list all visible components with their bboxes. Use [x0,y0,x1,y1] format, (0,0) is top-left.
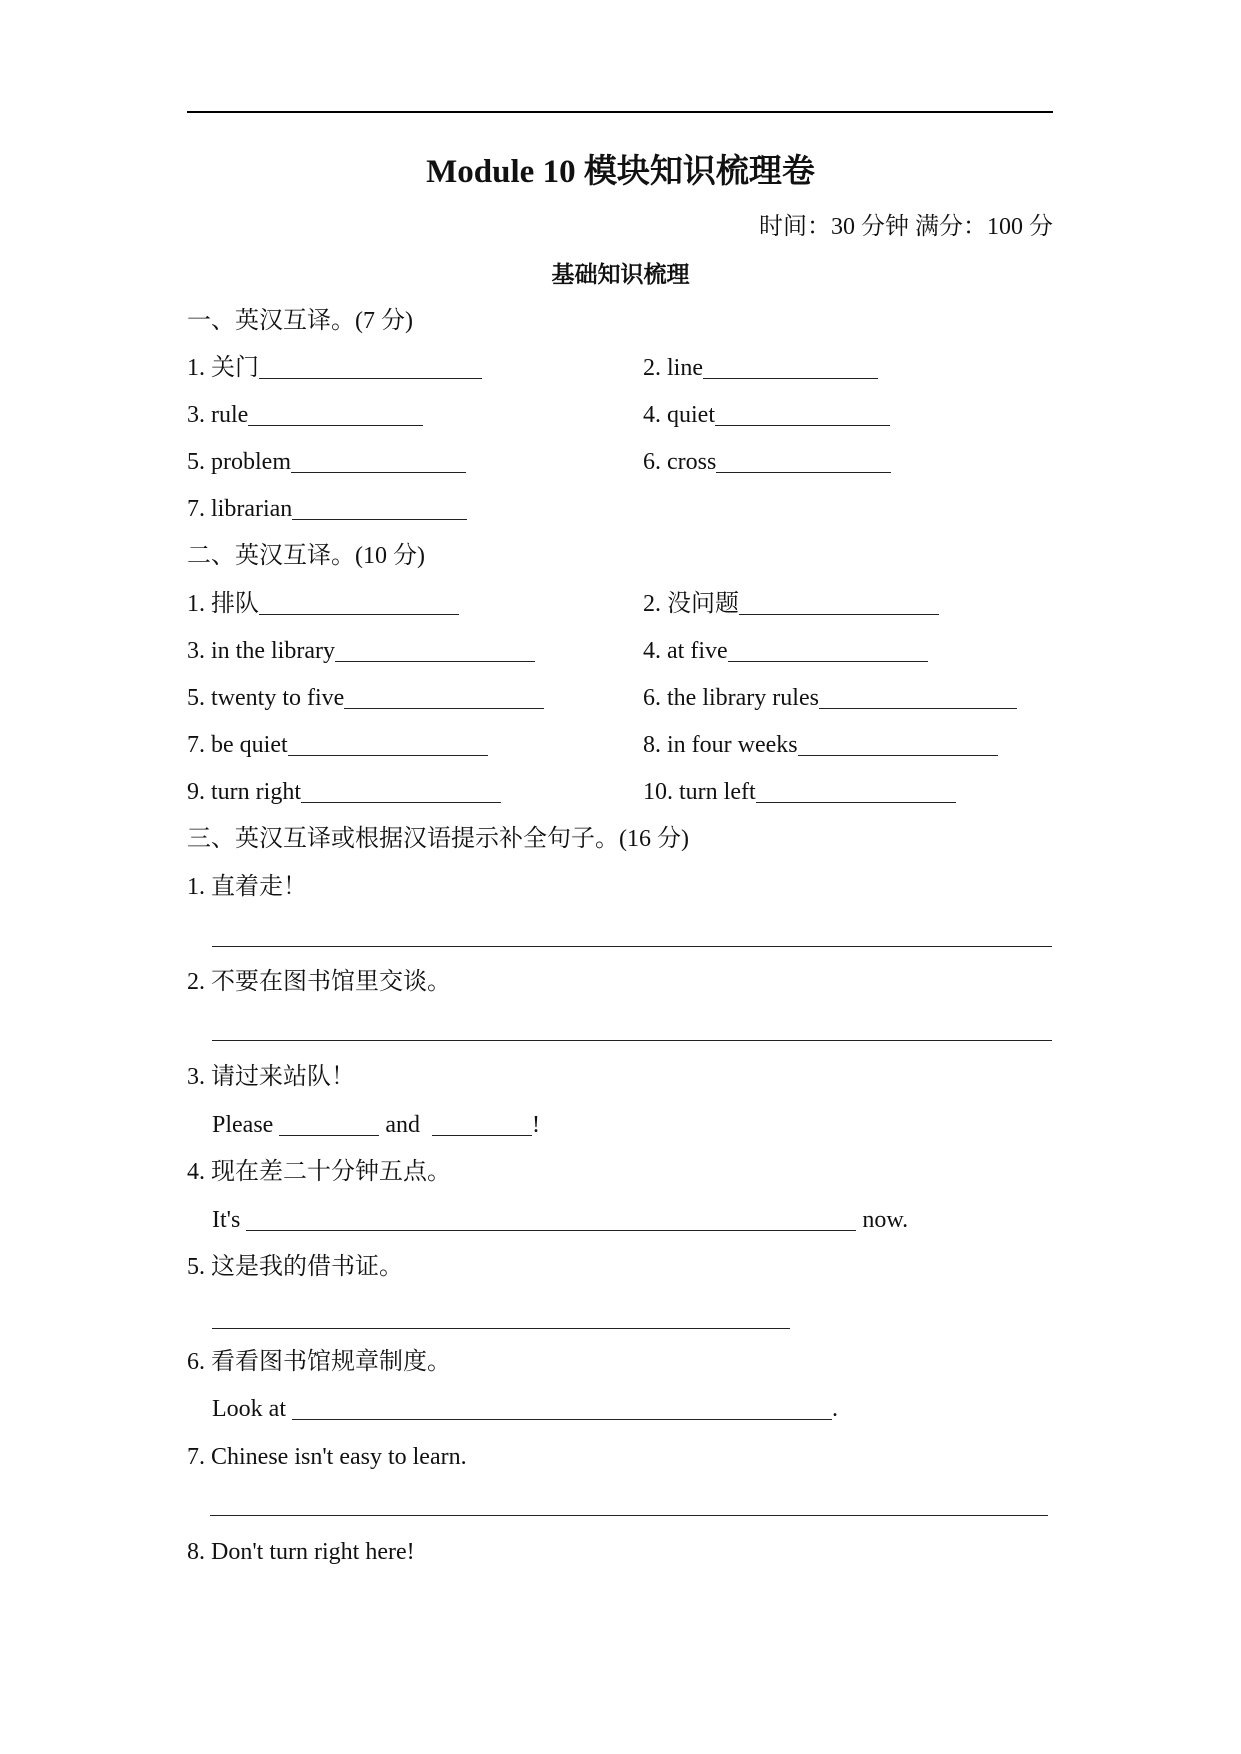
answer-blank[interactable] [301,778,501,803]
answer-blank[interactable] [716,448,891,473]
s2-item-3-label: 3. in the library [187,638,335,664]
time-score-info: 时间：30 分钟 满分：100 分 [759,214,1053,240]
s3-question-6-sentence [212,1392,838,1426]
sentence-text: now. [862,1207,909,1233]
s2-item-10 [643,775,956,809]
s2-item-6-label: 6. the library rules [643,685,819,711]
s3-question-7: 7. Chinese isn't easy to learn. [187,1444,467,1470]
answer-blank[interactable] [739,590,939,615]
answer-blank[interactable] [728,637,928,662]
answer-blank[interactable] [756,778,956,803]
s2-item-7 [187,728,488,762]
s2-item-4-label: 4. at five [643,638,728,664]
answer-blank[interactable] [344,684,544,709]
s1-item-7 [187,492,467,526]
answer-blank[interactable] [246,1206,856,1231]
page-title: Module 10 模块知识梳理卷 [426,154,815,190]
answer-line[interactable] [210,1515,1048,1516]
section-1-heading: 一、英汉互译。(7 分) [187,308,413,334]
answer-blank[interactable] [279,1111,379,1136]
s3-question-4: 4. 现在差二十分钟五点。 [187,1159,451,1185]
header-rule [187,111,1053,113]
s1-item-6-label: 6. cross [643,449,717,475]
answer-blank[interactable] [432,1111,532,1136]
s1-item-7-label: 7. librarian [187,496,293,522]
s2-item-5 [187,681,544,715]
s3-question-1: 1. 直着走！ [187,874,307,900]
answer-blank[interactable] [248,401,423,426]
s1-item-1-label: 1. 关门 [187,355,259,381]
answer-line[interactable] [212,946,1052,947]
sentence-text: . [831,1396,838,1422]
s2-item-8-label: 8. in four weeks [643,732,798,758]
s1-item-2-label: 2. line [643,355,703,381]
section-3-heading: 三、英汉互译或根据汉语提示补全句子。(16 分) [187,826,689,852]
answer-blank[interactable] [819,684,1017,709]
sentence-text: Please [212,1112,274,1138]
s1-item-4-label: 4. quiet [643,402,715,428]
answer-blank[interactable] [259,354,482,379]
s2-item-2-label: 2. 没问题 [643,591,739,617]
s1-item-3-label: 3. rule [187,402,249,428]
s2-item-5-label: 5. twenty to five [187,685,345,711]
s3-question-2: 2. 不要在图书馆里交谈。 [187,969,451,995]
s2-item-1-label: 1. 排队 [187,591,259,617]
s1-item-5-label: 5. problem [187,449,291,475]
answer-blank[interactable] [291,448,466,473]
answer-blank[interactable] [288,731,488,756]
sentence-text: and [385,1112,420,1138]
s1-item-6 [643,445,891,479]
s2-item-9-label: 9. turn right [187,779,301,805]
s2-item-4 [643,634,928,668]
s1-item-4 [643,398,890,432]
s2-item-7-label: 7. be quiet [187,732,288,758]
s2-item-1 [187,587,459,621]
answer-blank[interactable] [798,731,998,756]
s2-item-8 [643,728,998,762]
s1-item-5 [187,445,466,479]
s2-item-2 [643,587,939,621]
sentence-text: Look at [212,1396,286,1422]
s3-question-4-sentence [212,1203,908,1237]
s3-question-6: 6. 看看图书馆规章制度。 [187,1349,451,1375]
s3-question-3: 3. 请过来站队！ [187,1064,355,1090]
answer-line[interactable] [212,1040,1052,1041]
answer-blank[interactable] [259,590,459,615]
s2-item-9 [187,775,501,809]
s1-item-2 [643,351,878,385]
answer-blank[interactable] [292,495,467,520]
answer-line[interactable] [212,1328,790,1329]
answer-blank[interactable] [292,1395,832,1420]
sentence-text: ! [531,1112,540,1138]
s2-item-6 [643,681,1017,715]
answer-blank[interactable] [715,401,890,426]
s3-question-5: 5. 这是我的借书证。 [187,1254,403,1280]
answer-blank[interactable] [335,637,535,662]
s2-item-3 [187,634,535,668]
answer-blank[interactable] [703,354,878,379]
s1-item-3 [187,398,423,432]
section-2-heading: 二、英汉互译。(10 分) [187,543,425,569]
sentence-text: It's [212,1207,241,1233]
s2-item-10-label: 10. turn left [643,779,756,805]
s1-item-1 [187,351,482,385]
s3-question-3-sentence [212,1108,540,1142]
s3-question-8: 8. Don't turn right here! [187,1539,415,1565]
section-subtitle: 基础知识梳理 [551,262,690,287]
